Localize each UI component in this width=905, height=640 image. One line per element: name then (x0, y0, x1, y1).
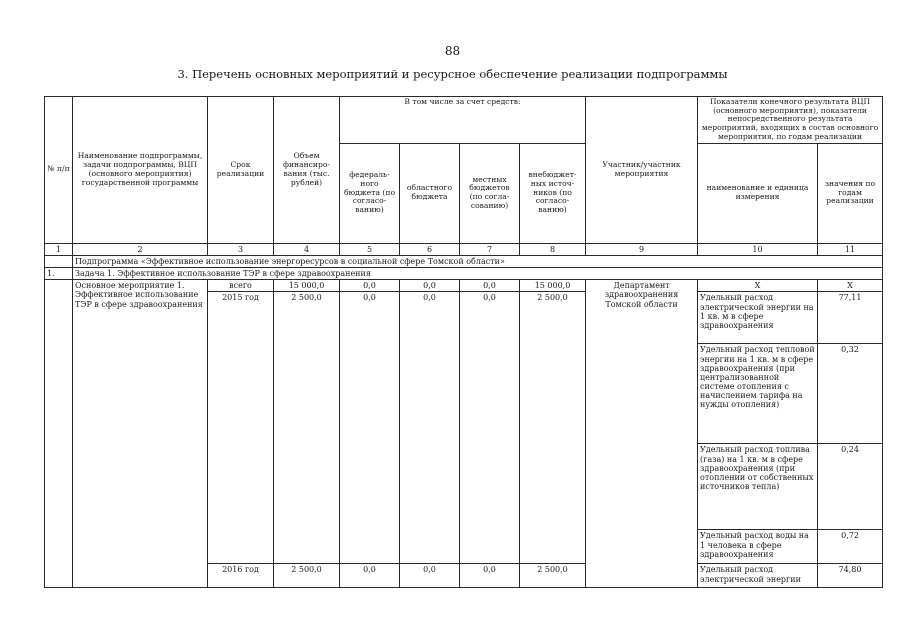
header-indicator-value: значения по годам реализации (818, 143, 883, 243)
federal-cell: 0,0 (340, 292, 400, 564)
header-local: местных бюджетов (по согла-сованию) (460, 143, 520, 243)
col-number: 2 (73, 243, 208, 255)
indicator-name: Удельный расход тепловой энергии на 1 кв. м в сфере здравоохранения (при централизованной системе отопления с начислением тарифа на нужды отопления) (698, 344, 818, 444)
header-volume: Объем финансиро-вания (тыс. рублей) (274, 97, 340, 244)
col-number: 11 (818, 243, 883, 255)
indicator-name: Удельный расход электрической энергии (698, 564, 818, 588)
col-number: 8 (520, 243, 586, 255)
section-title: 3. Перечень основных мероприятий и ресурсное обеспечение реализации подпрограммы (177, 67, 728, 81)
header-indicators: Показатели конечного результата ВЦП (основного мероприятия), показатели непосредственного результата мероприятий, входящих в состав основного мероприятия, по годам реализации (698, 97, 883, 144)
col-number: 6 (400, 243, 460, 255)
col-number: 7 (460, 243, 520, 255)
indicator-name: Удельный расход электрической энергии на 1 кв. м в сфере здравоохранения (698, 292, 818, 344)
header-extra: внебюджет-ных источ-ников (по согласо-ванию) (520, 143, 586, 243)
activity-name: Основное мероприятие 1. Эффективное использование ТЭР в сфере здравоохранения (73, 280, 208, 588)
indicator-value: Х (818, 280, 883, 292)
term-cell: всего (208, 280, 274, 292)
participant-cell: Департамент здравоохранения Томской области (586, 280, 698, 588)
regional-cell: 0,0 (400, 292, 460, 564)
header-indicator-name: наименование и единица измерения (698, 143, 818, 243)
col-number: 4 (274, 243, 340, 255)
extra-cell: 15 000,0 (520, 280, 586, 292)
task-row: Задача 1. Эффективное использование ТЭР в сфере здравоохранения (73, 267, 883, 279)
volume-cell: 2 500,0 (274, 564, 340, 588)
term-cell: 2016 год (208, 564, 274, 588)
subprogram-row: Подпрограмма «Эффективное использование энергоресурсов в социальной сфере Томской области» (73, 255, 883, 267)
task-number: 1. (45, 267, 73, 279)
header-term: Срок реализации (208, 97, 274, 244)
header-participant: Участник/участник мероприятия (586, 97, 698, 244)
extra-cell: 2 500,0 (520, 564, 586, 588)
local-cell: 0,0 (460, 564, 520, 588)
activities-table (44, 96, 883, 588)
indicator-name: Удельный расход воды на 1 человека в сфере здравоохранения (698, 530, 818, 564)
header-regional: областного бюджета (400, 143, 460, 243)
indicator-value: 77,11 (818, 292, 883, 344)
col-number: 10 (698, 243, 818, 255)
indicator-value: 0,24 (818, 444, 883, 530)
regional-cell: 0,0 (400, 564, 460, 588)
indicator-name: Удельный расход топлива (газа) на 1 кв. м в сфере здравоохранения (при отоплении от собственных источников тепла) (698, 444, 818, 530)
indicator-value: 74,80 (818, 564, 883, 588)
indicator-value: 0,32 (818, 344, 883, 444)
header-including: В том числе за счет средств: (340, 97, 586, 144)
term-cell: 2015 год (208, 292, 274, 564)
header-num: № п/п (45, 97, 73, 244)
local-cell: 0,0 (460, 292, 520, 564)
regional-cell: 0,0 (400, 280, 460, 292)
federal-cell: 0,0 (340, 564, 400, 588)
indicator-value: 0,72 (818, 530, 883, 564)
volume-cell: 2 500,0 (274, 292, 340, 564)
col-number: 1 (45, 243, 73, 255)
col-number: 9 (586, 243, 698, 255)
header-name: Наименование подпрограммы, задачи подпрограммы, ВЦП (основного мероприятия) государственной программы (73, 97, 208, 244)
col-number: 5 (340, 243, 400, 255)
volume-cell: 15 000,0 (274, 280, 340, 292)
local-cell: 0,0 (460, 280, 520, 292)
indicator-name: Х (698, 280, 818, 292)
header-federal: федераль-ного бюджета (по согласо-ванию) (340, 143, 400, 243)
federal-cell: 0,0 (340, 280, 400, 292)
extra-cell: 2 500,0 (520, 292, 586, 564)
col-number: 3 (208, 243, 274, 255)
page-number: 88 (444, 44, 461, 58)
